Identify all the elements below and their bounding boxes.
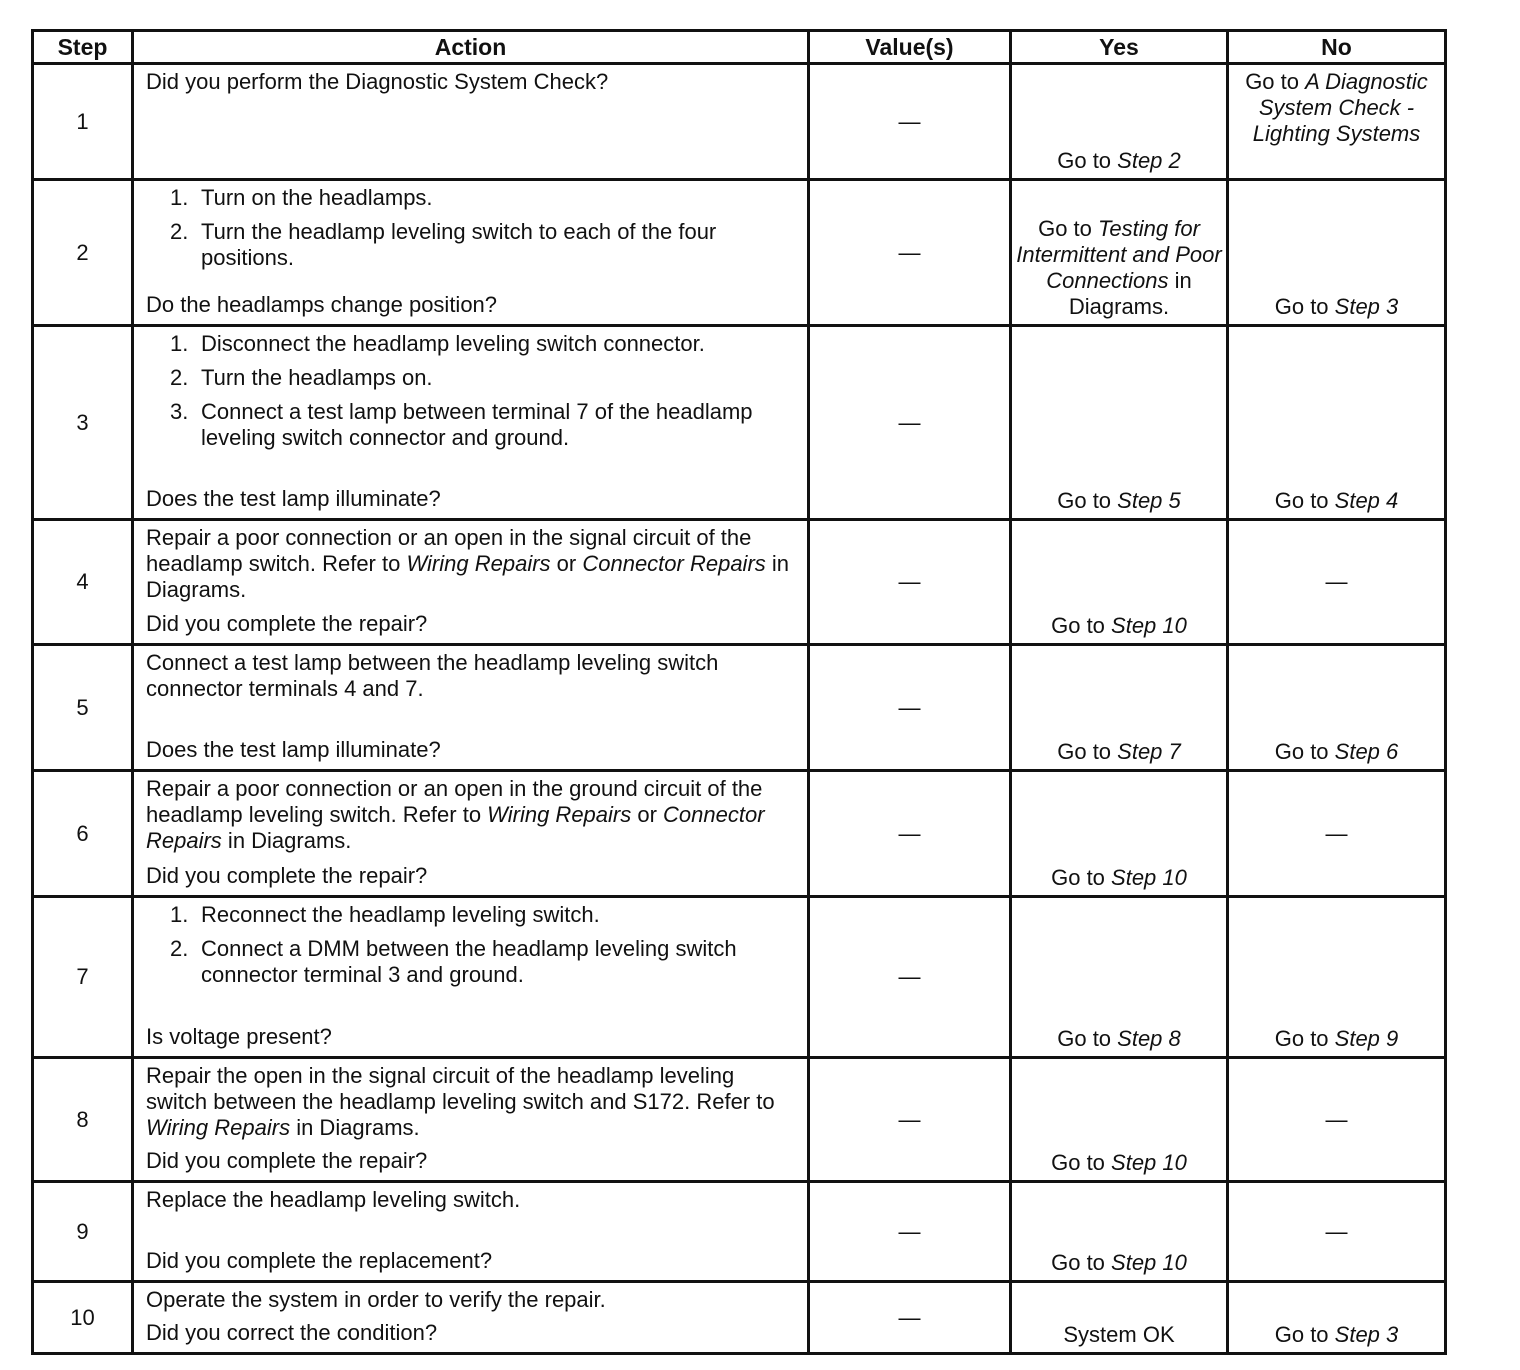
yes-target: Step 7 bbox=[1117, 739, 1181, 764]
action-substeps bbox=[146, 902, 799, 988]
yes-outcome-text bbox=[1016, 488, 1222, 514]
yes-prefix: Go to bbox=[1057, 148, 1118, 173]
action-text-part: Repair a poor connection or an open in the signal circuit of the headlamp switch. Refer to bbox=[146, 525, 752, 576]
substep-number: 2. bbox=[170, 219, 189, 244]
no-cell bbox=[1228, 1058, 1446, 1182]
yes-target: Step 10 bbox=[1111, 1250, 1187, 1275]
table-row bbox=[33, 180, 1446, 326]
value-text: — bbox=[898, 569, 921, 594]
action-instructions bbox=[146, 902, 799, 996]
no-outcome-text bbox=[1233, 294, 1440, 320]
step-number: 2 bbox=[76, 239, 89, 265]
yes-cell bbox=[1011, 326, 1228, 520]
value-text: — bbox=[898, 409, 921, 435]
diagnostic-table bbox=[31, 29, 1447, 1355]
action-question: Did you complete the repair? bbox=[146, 611, 428, 636]
header-row bbox=[33, 31, 1446, 64]
yes-outcome bbox=[1016, 185, 1222, 320]
yes-target: Step 8 bbox=[1117, 1026, 1181, 1051]
table-row bbox=[33, 1182, 1446, 1282]
table-row bbox=[33, 1058, 1446, 1182]
no-suffix: — bbox=[1325, 1218, 1348, 1244]
no-cell bbox=[1228, 64, 1446, 180]
no-cell bbox=[1228, 645, 1446, 771]
action-question: Did you complete the replacement? bbox=[146, 1248, 493, 1273]
action-content bbox=[146, 525, 799, 637]
no-target: A Diagnostic System Check - Lighting Systems bbox=[1252, 69, 1428, 146]
no-outcome bbox=[1233, 1287, 1440, 1348]
substep-number: 2. bbox=[170, 936, 189, 961]
substep-text: Turn the headlamps on. bbox=[201, 365, 433, 390]
action-question: Is voltage present? bbox=[146, 1024, 332, 1049]
action-substep bbox=[170, 399, 799, 451]
substep-text: Turn the headlamp leveling switch to each of the four positions. bbox=[201, 219, 717, 270]
table-row bbox=[33, 520, 1446, 645]
table-row bbox=[33, 64, 1446, 180]
substep-number: 3. bbox=[170, 399, 189, 424]
reference-link-text: Connector Repairs bbox=[146, 802, 765, 853]
no-outcome bbox=[1233, 1187, 1440, 1276]
substep-text: Disconnect the headlamp leveling switch connector. bbox=[201, 331, 705, 356]
no-outcome-text bbox=[1233, 821, 1440, 847]
no-cell bbox=[1228, 1182, 1446, 1282]
no-outcome bbox=[1233, 650, 1440, 765]
yes-outcome-text bbox=[1016, 865, 1222, 891]
no-outcome bbox=[1233, 902, 1440, 1052]
step-number: 9 bbox=[76, 1218, 89, 1244]
table-row bbox=[33, 645, 1446, 771]
action-lead-text: Did you perform the Diagnostic System Check? bbox=[146, 69, 609, 94]
action-cell bbox=[133, 771, 809, 897]
action-cell bbox=[133, 180, 809, 326]
action-lead-text: Operate the system in order to verify the repair. bbox=[146, 1287, 606, 1312]
substep-text: Connect a DMM between the headlamp leveling switch connector terminal 3 and ground. bbox=[201, 936, 737, 987]
action-question: Did you complete the repair? bbox=[146, 863, 428, 888]
no-outcome-text bbox=[1233, 1322, 1440, 1348]
value-cell bbox=[809, 180, 1011, 326]
no-outcome-text bbox=[1233, 569, 1440, 595]
value-text: — bbox=[898, 1218, 921, 1244]
action-content bbox=[146, 69, 799, 172]
action-cell bbox=[133, 520, 809, 645]
yes-outcome-text bbox=[1016, 1322, 1222, 1348]
yes-prefix: Go to bbox=[1057, 739, 1118, 764]
action-substeps bbox=[146, 331, 799, 451]
table-row bbox=[33, 1282, 1446, 1354]
action-content bbox=[146, 902, 799, 1050]
action-cell bbox=[133, 64, 809, 180]
reference-link-text: Wiring Repairs bbox=[406, 551, 551, 576]
no-outcome-text bbox=[1233, 739, 1440, 765]
yes-outcome-text bbox=[1016, 613, 1222, 639]
value-cell bbox=[809, 1182, 1011, 1282]
step-number: 3 bbox=[76, 409, 89, 435]
no-prefix: Go to bbox=[1274, 488, 1335, 513]
action-substep bbox=[170, 902, 799, 928]
yes-cell bbox=[1011, 645, 1228, 771]
action-text-part: Repair the open in the signal circuit of the headlamp leveling switch between the headlamp leveling switch and S172. Refer to bbox=[146, 1063, 775, 1114]
step-number: 1 bbox=[76, 108, 89, 134]
action-content bbox=[146, 1187, 799, 1274]
header-no: No bbox=[1228, 31, 1446, 64]
no-cell bbox=[1228, 326, 1446, 520]
no-target: Step 3 bbox=[1334, 294, 1399, 319]
header-action: Action bbox=[133, 31, 809, 64]
action-content bbox=[146, 185, 799, 318]
action-content bbox=[146, 1287, 799, 1346]
table-body bbox=[33, 64, 1446, 1354]
substep-number: 1. bbox=[170, 185, 189, 210]
step-number: 7 bbox=[76, 964, 89, 989]
action-instructions bbox=[146, 1287, 799, 1313]
action-lead-text bbox=[146, 1063, 799, 1141]
step-cell bbox=[33, 1058, 133, 1182]
yes-outcome-text bbox=[1016, 216, 1222, 320]
substep-number: 1. bbox=[170, 902, 189, 927]
action-substep bbox=[170, 936, 799, 988]
yes-cell bbox=[1011, 897, 1228, 1058]
step-number: 10 bbox=[70, 1304, 95, 1330]
value-text: — bbox=[898, 820, 921, 846]
substep-text: Connect a test lamp between terminal 7 of the headlamp leveling switch connector and ground. bbox=[201, 399, 753, 450]
action-instructions bbox=[146, 776, 799, 854]
step-number: 8 bbox=[76, 1106, 89, 1132]
step-number: 6 bbox=[76, 820, 89, 846]
reference-link-text: Wiring Repairs bbox=[487, 802, 632, 827]
step-cell bbox=[33, 897, 133, 1058]
yes-prefix: Go to bbox=[1057, 1026, 1118, 1051]
yes-target: Step 10 bbox=[1111, 1150, 1187, 1175]
action-lead-text bbox=[146, 525, 799, 603]
yes-cell bbox=[1011, 520, 1228, 645]
no-cell bbox=[1228, 180, 1446, 326]
yes-cell bbox=[1011, 1058, 1228, 1182]
no-suffix: — bbox=[1325, 1106, 1348, 1132]
value-cell bbox=[809, 520, 1011, 645]
action-instructions bbox=[146, 650, 799, 702]
action-instructions bbox=[146, 1187, 799, 1213]
yes-outcome bbox=[1016, 1187, 1222, 1276]
yes-outcome bbox=[1016, 69, 1222, 174]
no-cell bbox=[1228, 1282, 1446, 1354]
yes-target: Testing for Intermittent and Poor Connections bbox=[1016, 216, 1222, 293]
yes-outcome bbox=[1016, 776, 1222, 891]
yes-target: Step 5 bbox=[1117, 488, 1181, 513]
yes-prefix: Go to bbox=[1051, 1150, 1112, 1175]
substep-text: Reconnect the headlamp leveling switch. bbox=[201, 902, 600, 927]
action-content bbox=[146, 331, 799, 512]
yes-outcome bbox=[1016, 1287, 1222, 1348]
action-text-part: or bbox=[631, 802, 664, 827]
action-cell bbox=[133, 1058, 809, 1182]
yes-outcome-text bbox=[1016, 148, 1222, 174]
yes-outcome-text bbox=[1016, 1150, 1222, 1176]
value-cell bbox=[809, 645, 1011, 771]
step-number: 4 bbox=[76, 569, 89, 594]
value-cell bbox=[809, 897, 1011, 1058]
value-cell bbox=[809, 1058, 1011, 1182]
action-lead-text: Replace the headlamp leveling switch. bbox=[146, 1187, 521, 1212]
action-content bbox=[146, 650, 799, 763]
no-prefix: Go to bbox=[1274, 294, 1335, 319]
action-instructions bbox=[146, 331, 799, 459]
header-yes: Yes bbox=[1011, 31, 1228, 64]
header-step: Step bbox=[33, 31, 133, 64]
no-target: Step 3 bbox=[1334, 1322, 1399, 1347]
action-text-part: in Diagrams. bbox=[221, 828, 352, 853]
action-substep bbox=[170, 185, 799, 211]
yes-prefix: Go to bbox=[1038, 216, 1098, 241]
yes-outcome-text bbox=[1016, 739, 1222, 765]
action-cell bbox=[133, 1282, 809, 1354]
no-suffix: — bbox=[1325, 820, 1348, 846]
yes-cell bbox=[1011, 1182, 1228, 1282]
step-cell bbox=[33, 771, 133, 897]
no-target: Step 9 bbox=[1334, 1026, 1399, 1051]
action-question: Did you complete the repair? bbox=[146, 1148, 428, 1173]
step-cell bbox=[33, 1282, 133, 1354]
action-instructions bbox=[146, 185, 799, 279]
yes-outcome-text bbox=[1016, 1026, 1222, 1052]
action-cell bbox=[133, 645, 809, 771]
action-text-part: in Diagrams. bbox=[290, 1115, 420, 1140]
value-cell bbox=[809, 1282, 1011, 1354]
action-question: Do the headlamps change position? bbox=[146, 292, 498, 317]
no-prefix: Go to bbox=[1245, 69, 1306, 94]
yes-outcome bbox=[1016, 902, 1222, 1052]
no-outcome bbox=[1233, 525, 1440, 639]
yes-outcome-text bbox=[1016, 1250, 1222, 1276]
yes-outcome bbox=[1016, 525, 1222, 639]
action-question: Did you correct the condition? bbox=[146, 1320, 438, 1345]
reference-link-text: Connector Repairs bbox=[582, 551, 766, 576]
no-outcome bbox=[1233, 331, 1440, 514]
no-outcome bbox=[1233, 69, 1440, 174]
step-cell bbox=[33, 1182, 133, 1282]
no-outcome-text bbox=[1233, 69, 1440, 147]
step-cell bbox=[33, 64, 133, 180]
no-target: Step 6 bbox=[1334, 739, 1399, 764]
substep-number: 2. bbox=[170, 365, 189, 390]
action-content bbox=[146, 776, 799, 889]
action-instructions bbox=[146, 1063, 799, 1141]
value-cell bbox=[809, 771, 1011, 897]
action-lead-text bbox=[146, 776, 799, 854]
value-text: — bbox=[898, 239, 921, 265]
yes-cell bbox=[1011, 64, 1228, 180]
no-cell bbox=[1228, 897, 1446, 1058]
value-text: — bbox=[898, 964, 921, 989]
no-outcome-text bbox=[1233, 1026, 1440, 1052]
no-outcome bbox=[1233, 776, 1440, 891]
substep-text: Turn on the headlamps. bbox=[201, 185, 433, 210]
yes-prefix: Go to bbox=[1051, 865, 1112, 890]
value-text: — bbox=[898, 1304, 921, 1330]
yes-outcome bbox=[1016, 331, 1222, 514]
value-cell bbox=[809, 64, 1011, 180]
no-cell bbox=[1228, 771, 1446, 897]
no-prefix: Go to bbox=[1274, 739, 1335, 764]
yes-outcome bbox=[1016, 650, 1222, 765]
yes-prefix: Go to bbox=[1051, 613, 1112, 638]
no-outcome-text bbox=[1233, 1107, 1440, 1133]
header-values: Value(s) bbox=[809, 31, 1011, 64]
action-cell bbox=[133, 1182, 809, 1282]
yes-suffix: in Diagrams. bbox=[1068, 268, 1192, 319]
yes-cell bbox=[1011, 771, 1228, 897]
action-cell bbox=[133, 897, 809, 1058]
value-text: — bbox=[898, 108, 921, 134]
reference-link-text: Wiring Repairs bbox=[146, 1115, 291, 1140]
no-outcome bbox=[1233, 1063, 1440, 1176]
step-number: 5 bbox=[76, 694, 89, 720]
no-prefix: Go to bbox=[1274, 1026, 1335, 1051]
value-text: — bbox=[898, 694, 921, 720]
action-substep bbox=[170, 219, 799, 271]
step-cell bbox=[33, 645, 133, 771]
action-text-part: or bbox=[550, 551, 583, 576]
no-cell bbox=[1228, 520, 1446, 645]
step-cell bbox=[33, 180, 133, 326]
no-outcome bbox=[1233, 185, 1440, 320]
yes-target: Step 10 bbox=[1111, 613, 1187, 638]
action-substep bbox=[170, 365, 799, 391]
action-lead-text: Connect a test lamp between the headlamp leveling switch connector terminals 4 and 7. bbox=[146, 650, 719, 701]
action-text-part: in Diagrams. bbox=[146, 551, 790, 602]
table-row bbox=[33, 771, 1446, 897]
yes-target: Step 10 bbox=[1111, 865, 1187, 890]
table-row bbox=[33, 897, 1446, 1058]
action-content bbox=[146, 1063, 799, 1174]
action-cell bbox=[133, 326, 809, 520]
value-cell bbox=[809, 326, 1011, 520]
yes-prefix: Go to bbox=[1057, 488, 1118, 513]
yes-target: Step 2 bbox=[1117, 148, 1181, 173]
action-question: Does the test lamp illuminate? bbox=[146, 737, 441, 762]
no-prefix: Go to bbox=[1274, 1322, 1335, 1347]
no-target: Step 4 bbox=[1334, 488, 1399, 513]
step-cell bbox=[33, 520, 133, 645]
step-cell bbox=[33, 326, 133, 520]
action-instructions bbox=[146, 69, 799, 95]
action-text-part: Repair a poor connection or an open in the ground circuit of the headlamp leveling switch. Refer to bbox=[146, 776, 763, 827]
value-text: — bbox=[898, 1106, 921, 1132]
yes-prefix: Go to bbox=[1051, 1250, 1112, 1275]
action-substep bbox=[170, 331, 799, 357]
yes-outcome bbox=[1016, 1063, 1222, 1176]
action-substeps bbox=[146, 185, 799, 271]
yes-cell bbox=[1011, 1282, 1228, 1354]
table-row bbox=[33, 326, 1446, 520]
substep-number: 1. bbox=[170, 331, 189, 356]
no-outcome-text bbox=[1233, 488, 1440, 514]
yes-cell bbox=[1011, 180, 1228, 326]
action-question: Does the test lamp illuminate? bbox=[146, 486, 441, 511]
no-suffix: — bbox=[1325, 569, 1348, 594]
yes-prefix: System OK bbox=[1063, 1322, 1175, 1347]
no-outcome-text bbox=[1233, 1219, 1440, 1245]
action-instructions bbox=[146, 525, 799, 603]
